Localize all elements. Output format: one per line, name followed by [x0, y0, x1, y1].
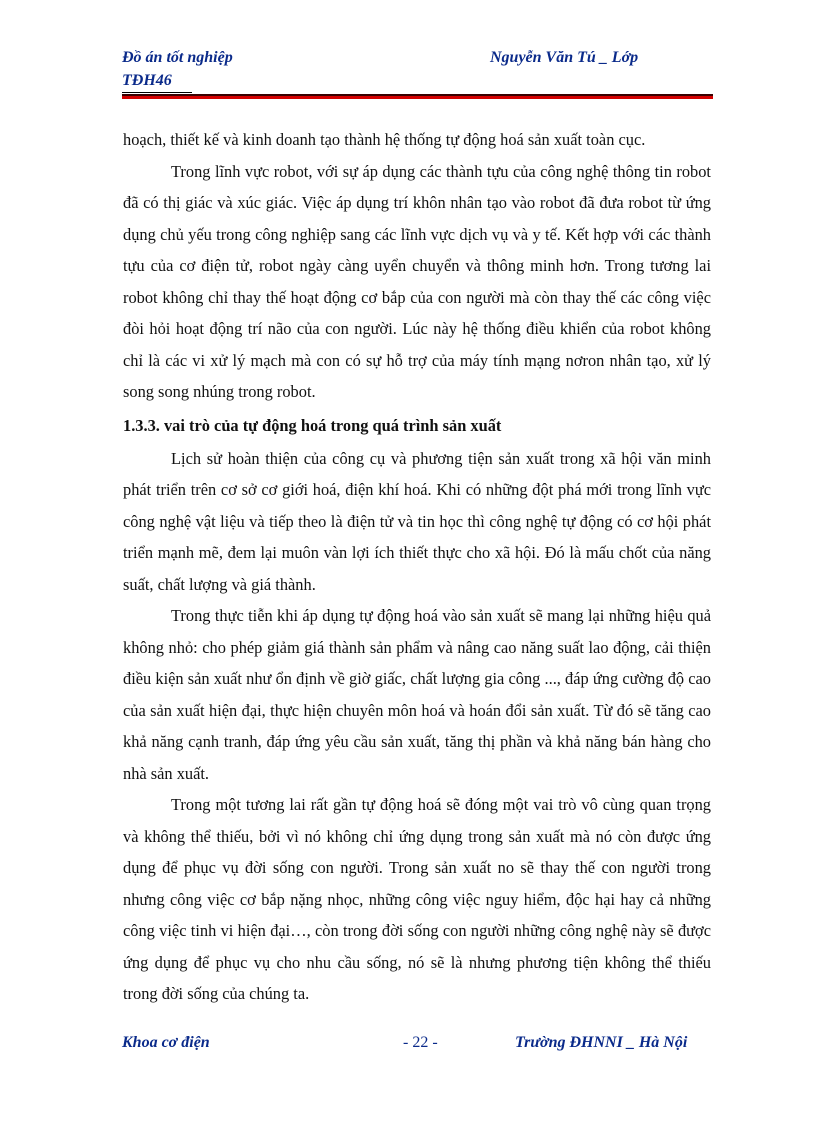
header-rule-red — [122, 96, 713, 99]
header-underline — [122, 92, 192, 93]
paragraph-2: Trong lĩnh vực robot, với sự áp dụng các thành tựu của công nghệ thông tin robot đã có thị giác và xúc giác. Việc áp dụng trí khôn nhân tạo vào robot đã đưa robot từ ứng dụng chủ yếu trong công nghiệp sang các lĩnh vực dịch vụ và y tế. Kết hợp với các thành tựu của cơ điện tử, robot ngày càng uyển chuyển và thông minh hơn. Trong tương lai robot không chỉ thay thế hoạt động cơ bắp của con người mà còn thay thế các công việc đòi hỏi hoạt động trí não của con người. Lúc này hệ thống điều khiển của robot không chỉ là các vi xử lý mạch mà con có sự hỗ trợ của máy tính mạng nơron nhân tạo, xử lý song song nhúng trong robot. — [123, 161, 711, 401]
page-number: - 22 - — [403, 1034, 438, 1051]
paragraph-1: hoạch, thiết kế và kinh doanh tạo thành hệ thống tự động hoá sản xuất toàn cục. — [123, 130, 646, 149]
header-author: Nguyễn Văn Tú _ Lớp — [490, 49, 639, 66]
paragraph-5: Trong một tương lai rất gần tự động hoá sẽ đóng một vai trò vô cùng quan trọng và không thể thiếu, bởi vì nó không chỉ ứng dụng trong sản xuất mà nó còn được ứng dụng để phục vụ đời sống con người. Trong sản xuất no sẽ thay thế con người trong nhưng công việc cơ bắp nặng nhọc, những công việc nguy hiểm, độc hại hay cả những công việc tinh vi hiện đại…, còn trong đời sống con người những công nghệ này sẽ được ứng dụng để phục vụ cho nhu cầu sống, nó sẽ là nhưng phương tiện không thể thiếu trong đời sống của chúng ta. — [123, 795, 711, 1003]
footer-university: Trường ĐHNNI _ Hà Nội — [515, 1034, 688, 1051]
paragraph-4: Trong thực tiễn khi áp dụng tự động hoá vào sản xuất sẽ mang lại những hiệu quả không nhỏ: cho phép giảm giá thành sản phẩm và nâng cao năng suất lao động, cải thiện điều kiện sản xuất như ổn định về giờ giấc, chất lượng gia công ..., đáp ứng cường độ cao của sản xuất hiện đại, thực hiện chuyên môn hoá và hoán đổi sản xuất. Từ đó sẽ tăng cao khả năng cạnh tranh, đáp ứng yêu cầu sản xuất, tăng thị phần và khả năng bán hàng cho nhà sản xuất. — [123, 606, 711, 783]
page-body — [123, 124, 711, 1010]
paragraph-3: Lịch sử hoàn thiện của công cụ và phương tiện sản xuất trong xã hội văn minh phát triển trên cơ sở cơ giới hoá, điện khí hoá. Khi có những đột phá mới trong lĩnh vực công nghệ vật liệu và tiếp theo là điện tử và tin học thì công nghệ tự động có cơ hội phát triển mạnh mẽ, đem lại muôn vàn lợi ích thiết thực cho xã hội. Đó là mấu chốt của năng suất, chất lượng và giá thành. — [123, 448, 711, 594]
header-left-title: Đồ án tốt nghiệp — [122, 49, 233, 66]
header-left-class: TĐH46 — [122, 72, 172, 89]
footer-faculty: Khoa cơ điện — [122, 1034, 210, 1051]
section-heading: 1.3.3. vai trò của tự động hoá trong quá trình sản xuất — [123, 415, 502, 435]
